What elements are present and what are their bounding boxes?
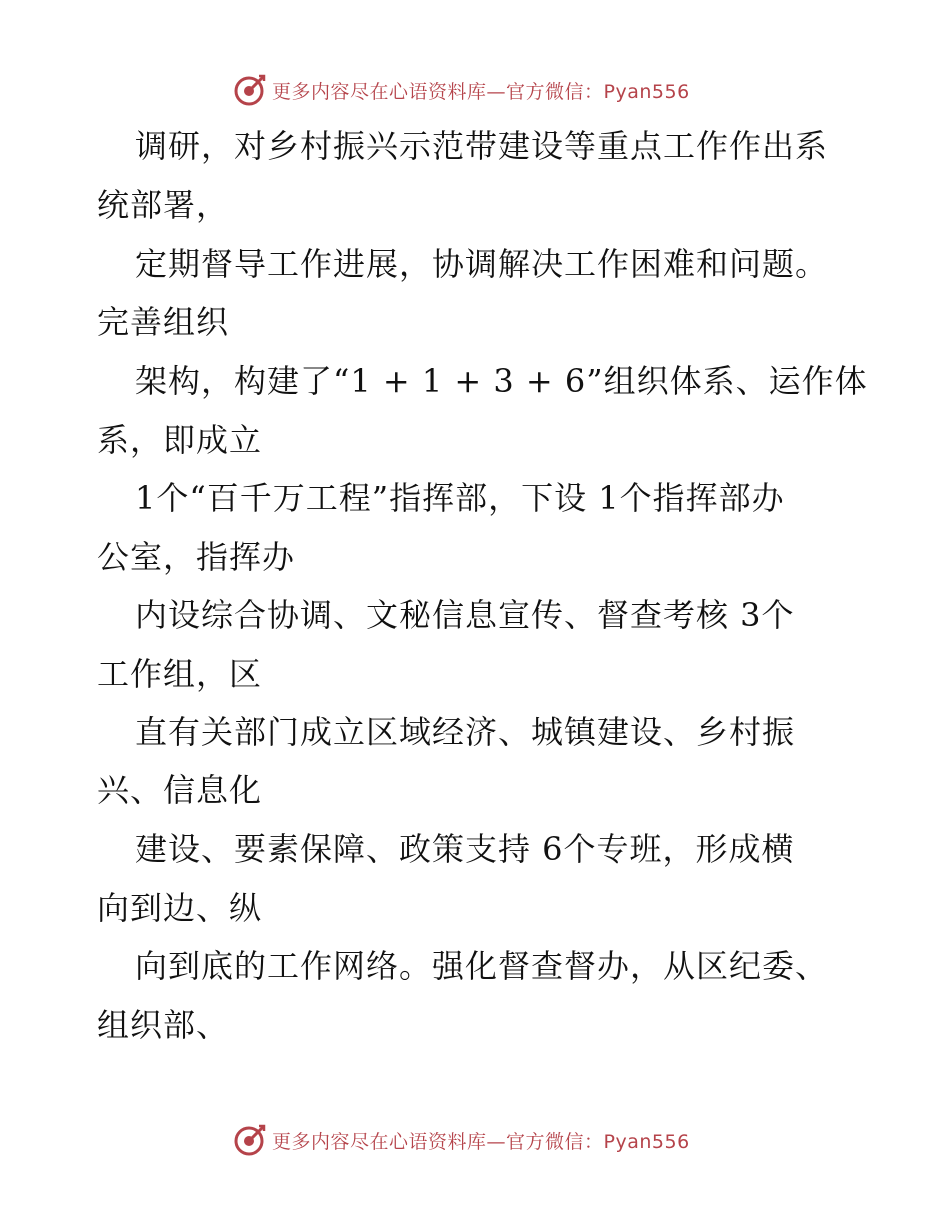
header-wechat-label: 官方微信： — [506, 80, 604, 103]
footer-banner — [232, 1122, 712, 1158]
footer-dash: — — [486, 1130, 507, 1153]
text-line: 统部署， — [97, 186, 230, 224]
text-line: 完善组织 — [97, 303, 230, 341]
logo-icon — [232, 72, 268, 108]
text-line: 向到边、纵 — [97, 889, 263, 927]
header-text — [272, 77, 690, 104]
footer-wechat-id: Pyan556 — [603, 1130, 690, 1153]
header-site-text: 更多内容尽在心语资料库 — [272, 80, 487, 103]
footer-site-text: 更多内容尽在心语资料库 — [272, 1130, 487, 1153]
logo-icon — [232, 1122, 268, 1158]
text-line: 调研，对乡村振兴示范带建设等重点工作作出系 — [135, 127, 829, 165]
footer-wechat-label: 官方微信： — [506, 1130, 604, 1153]
text-line: 定期督导工作进展，协调解决工作困难和问题。 — [135, 245, 829, 283]
text-line: 1个“百千万工程”指挥部，下设 1个指挥部办 — [135, 479, 785, 517]
text-line: 系，即成立 — [97, 421, 263, 459]
text-line: 组织部、 — [97, 1006, 230, 1044]
footer-text — [272, 1127, 690, 1154]
text-line: 向到底的工作网络。强化督查督办，从区纪委、 — [135, 947, 829, 985]
header-banner — [232, 72, 712, 108]
text-line: 架构，构建了“1 + 1 + 3 + 6”组织体系、运作体 — [135, 362, 868, 400]
header-wechat-id: Pyan556 — [603, 80, 690, 103]
text-line: 建设、要素保障、政策支持 6个专班，形成横 — [135, 830, 795, 868]
text-line: 内设综合协调、文秘信息宣传、督查考核 3个 — [135, 596, 795, 634]
header-dash: — — [486, 80, 507, 103]
text-line: 兴、信息化 — [97, 771, 263, 809]
text-line: 公室，指挥办 — [97, 538, 296, 576]
text-line: 工作组，区 — [97, 655, 263, 693]
text-line: 直有关部门成立区域经济、城镇建设、乡村振 — [135, 713, 796, 751]
